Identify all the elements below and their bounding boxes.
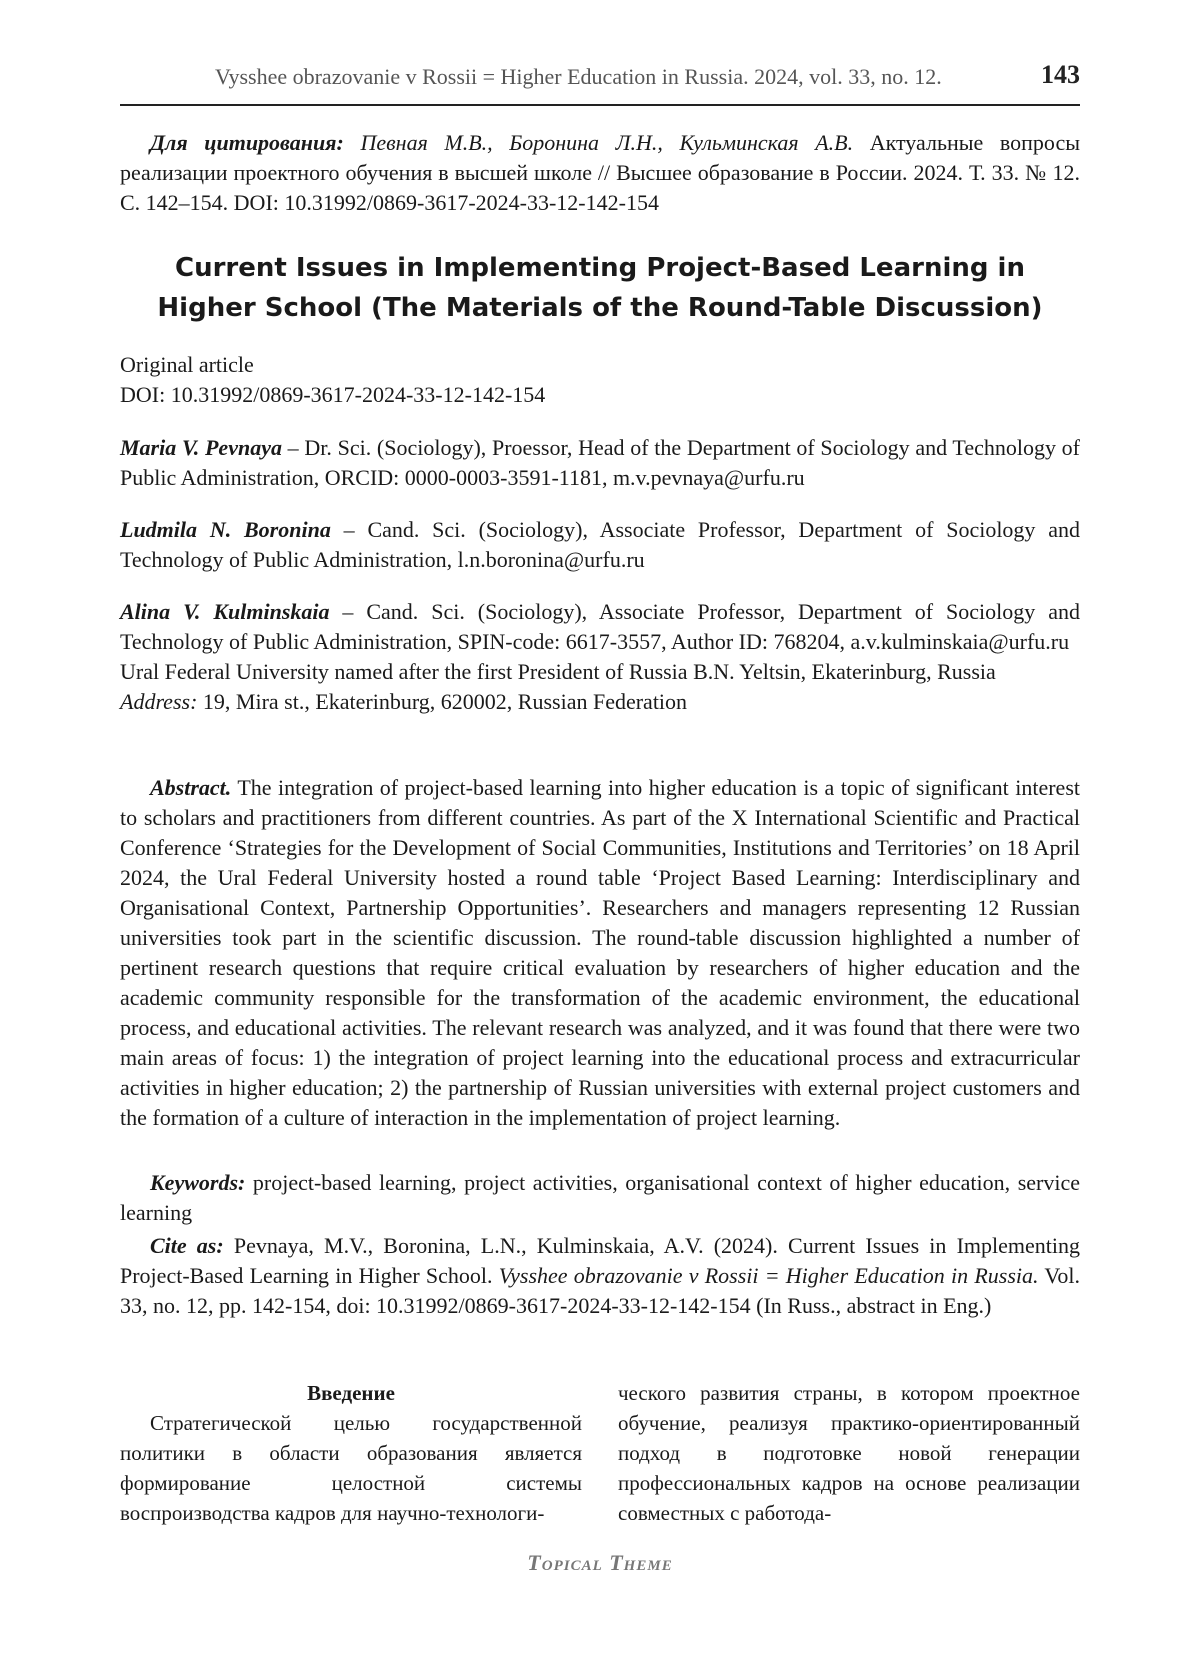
article-title [120,248,1080,328]
article-meta [120,350,1080,410]
address-text: 19, Mira st., Ekaterinburg, 620002, Russian Federation [197,689,688,714]
intro-heading: Введение [307,1381,395,1405]
author-details: – Cand. Sci. (Sociology), Associate Professor, Department of Sociology and Technology of Public Administration, SPIN-code: 6617-3557, Author ID: 768204, a.v.kulminskaia@urfu.ru [120,599,1080,654]
page-number: 143 [1041,60,1080,89]
cite-as [120,1231,1080,1321]
author-1 [120,433,1080,493]
journal-name: Vysshee obrazovanie v Rossii = Higher Education in Russia. 2024, vol. 33, no. 12. [215,64,942,89]
affiliation: Ural Federal University named after the first President of Russia B.N. Yeltsin, Ekaterinburg, Russia [120,659,996,684]
keywords-label: Keywords: [150,1170,246,1195]
cite-as-text: Pevnaya, M.V., Boronina, L.N., Kulminskaia, A.V. (2024). Current Issues in Implementing Project-Based Learning in Higher School. [120,1233,1080,1288]
author-3 [120,597,1080,657]
citation-label: Для цитирования: [150,130,344,155]
author-3-block [120,597,1080,717]
cite-as-journal: Vysshee obrazovanie v Rossii = Higher Education in Russia. [498,1263,1039,1288]
intro-column-left [120,1378,582,1528]
abstract [120,773,1080,1133]
article-type: Original article [120,352,254,377]
keywords-text: project-based learning, project activities, organisational context of higher education, service learning [120,1170,1080,1225]
intro-text-right: ческого развития страны, в котором проектное обучение, реализуя практико-ориентированный подход в подготовке новой генерации профессиональных кадров на основе реализации совместных с работода- [618,1381,1080,1525]
author-name: Maria V. Pevnaya [120,435,282,460]
title-line-1: Current Issues in Implementing Project-Based Learning in [175,253,1025,283]
abstract-label: Abstract. [150,775,232,800]
address [120,687,1080,717]
citation-russian [120,128,1080,218]
author-details: – Dr. Sci. (Sociology), Proessor, Head of the Department of Sociology and Technology of Public Administration, ORCID: 0000-0003-3591-1181, m.v.pevnaya@urfu.ru [120,435,1081,490]
author-2 [120,515,1080,575]
address-label: Address: [120,689,198,714]
author-details: – Cand. Sci. (Sociology), Associate Professor, Department of Sociology and Technology of Public Administration, l.n.boronina@urfu.ru [120,517,1080,572]
citation-text: Актуальные вопросы реализации проектного обучения в высшей школе // Высшее образование в России. 2024. Т. 33. № 12. С. 142–154. DOI: 10.31992/0869-3617-2024-33-12-142-154 [120,130,1081,215]
intro-text-left: Стратегической целью государственной политики в области образования является формирование целостной системы воспроизводства кадров для научно-технологи- [120,1411,582,1525]
cite-as-text-2: Vol. 33, no. 12, pp. 142-154, doi: 10.31992/0869-3617-2024-33-12-142-154 (In Russ., abstract in Eng.) [120,1263,1080,1318]
article-doi: DOI: 10.31992/0869-3617-2024-33-12-142-154 [120,382,546,407]
section-footer: Topical Theme [527,1550,673,1575]
keywords [120,1168,1080,1228]
intro-column-right [618,1378,1080,1528]
citation-authors: Певная М.В., Боронина Л.Н., Кульминская А.В. [343,130,854,155]
author-name: Ludmila N. Boronina [120,517,331,542]
running-header [120,60,1080,106]
author-name: Alina V. Kulminskaia [120,599,330,624]
abstract-text: The integration of project-based learning into higher education is a topic of significant interest to scholars and practitioners from different countries. As part of the X International Scientific and Practical Conference ‘Strategies for the Development of Social Communities, Institutions and Territories’ on 18 April 2024, the Ural Federal University hosted a round table ‘Project Based Learning: Interdisciplinary and Organisational Context, Partnership Opportunities’. Researchers and managers representing 12 Russian universities took part in the scientific discussion. The round-table discussion highlighted a number of pertinent research questions that require critical evaluation by researchers of higher education and the academic community responsible for the transformation of the academic environment, the educational process, and educational activities. The relevant research was analyzed, and it was found that there were two main areas of focus: 1) the integration of project learning into the educational process and extracurricular activities in higher education; 2) the partnership of Russian universities with external project customers and the formation of a culture of interaction in the implementation of project learning. [120,775,1080,1130]
title-line-2: Higher School (The Materials of the Round-Table Discussion) [157,293,1043,323]
cite-as-label: Cite as: [150,1233,224,1258]
